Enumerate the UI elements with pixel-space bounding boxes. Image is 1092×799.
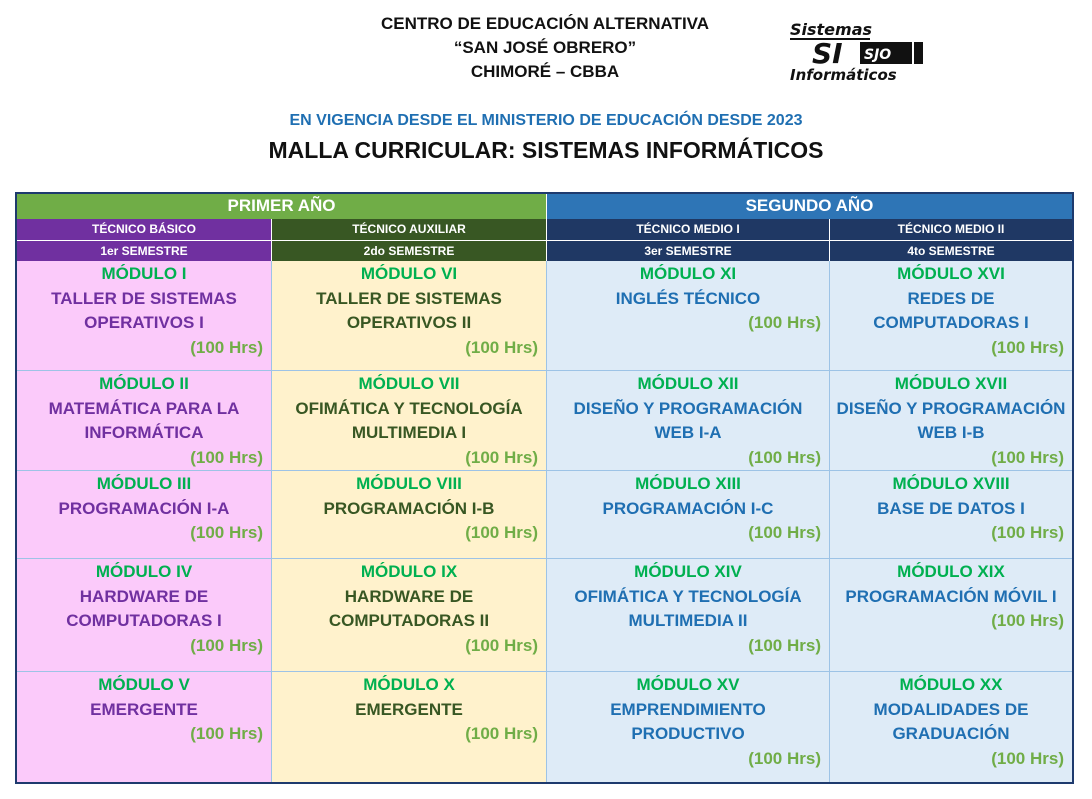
- logo-badge-text: SJO: [864, 47, 892, 63]
- module-subject: OFIMÁTICA Y TECNOLOGÍA: [295, 398, 523, 418]
- module-name: MÓDULO VI: [360, 264, 458, 283]
- module-subject: PRODUCTIVO: [631, 724, 745, 743]
- module-subject: DISEÑO Y PROGRAMACIÓN: [836, 398, 1066, 418]
- module-name: MÓDULO XX: [899, 675, 1003, 694]
- module-hours: (100 Hrs): [465, 337, 538, 357]
- year-header-2: SEGUNDO AÑO: [547, 194, 1072, 219]
- module-cell: [547, 261, 830, 371]
- curriculum-grid: [15, 192, 1074, 784]
- module-cell: [272, 559, 547, 672]
- module-subject: REDES DE: [907, 288, 995, 308]
- module-cell: [547, 559, 830, 672]
- module-subject: COMPUTADORAS I: [66, 611, 222, 630]
- module-name: MÓDULO VIII: [356, 474, 462, 493]
- module-cell: [830, 371, 1072, 471]
- module-subject: EMERGENTE: [355, 699, 463, 719]
- module-name: MÓDULO III: [96, 474, 192, 493]
- semester-4: 4to SEMESTRE: [830, 240, 1072, 261]
- module-subject: OFIMÁTICA Y TECNOLOGÍA: [574, 586, 802, 606]
- semester-3: 3er SEMESTRE: [547, 240, 830, 261]
- module-subject: EMERGENTE: [90, 699, 198, 719]
- level-1: TÉCNICO BÁSICO: [17, 219, 272, 240]
- module-subject: MODALIDADES DE: [873, 699, 1029, 719]
- module-hours: (100 Hrs): [991, 447, 1064, 467]
- module-name: MÓDULO XVII: [894, 374, 1008, 393]
- module-name: MÓDULO XV: [636, 675, 740, 694]
- page-title: MALLA CURRICULAR: SISTEMAS INFORMÁTICOS: [268, 137, 824, 163]
- module-subject: TALLER DE SISTEMAS: [316, 288, 502, 308]
- module-hours: (100 Hrs): [991, 523, 1064, 542]
- module-cell: [272, 261, 547, 371]
- level-2: TÉCNICO AUXILIAR: [272, 219, 547, 240]
- module-subject: INFORMÁTICA: [84, 423, 204, 442]
- module-subject: MULTIMEDIA I: [351, 423, 467, 442]
- module-name: MÓDULO XI: [639, 264, 737, 283]
- module-name: MÓDULO II: [99, 374, 189, 393]
- module-hours: (100 Hrs): [190, 447, 263, 467]
- module-cell: [830, 672, 1072, 782]
- module-subject: HARDWARE DE: [79, 586, 209, 606]
- logo-letters: SI: [812, 37, 843, 70]
- module-hours: (100 Hrs): [748, 523, 821, 542]
- module-cell: [17, 559, 272, 672]
- module-subject: WEB I-B: [917, 423, 985, 442]
- module-hours: (100 Hrs): [190, 724, 263, 743]
- module-cell: [547, 471, 830, 559]
- module-hours: (100 Hrs): [190, 337, 263, 357]
- logo-plug: [914, 42, 923, 64]
- module-name: MÓDULO V: [98, 675, 190, 694]
- module-hours: (100 Hrs): [991, 611, 1064, 630]
- module-subject: DISEÑO Y PROGRAMACIÓN: [573, 398, 803, 418]
- module-cell: [17, 672, 272, 782]
- semester-2: 2do SEMESTRE: [272, 240, 547, 261]
- module-subject: MATEMÁTICA PARA LA: [48, 398, 240, 418]
- module-hours: (100 Hrs): [465, 635, 538, 655]
- module-subject: GRADUACIÓN: [892, 724, 1010, 743]
- module-cell: [830, 471, 1072, 559]
- module-subject: MULTIMEDIA II: [628, 611, 748, 630]
- module-subject: HARDWARE DE: [344, 586, 474, 606]
- year-header-1: PRIMER AÑO: [17, 194, 547, 219]
- module-hours: (100 Hrs): [465, 447, 538, 467]
- module-subject: TALLER DE SISTEMAS: [51, 288, 237, 308]
- school-location: CHIMORÉ – CBBA: [470, 62, 620, 81]
- module-cell: [272, 471, 547, 559]
- module-cell: [547, 371, 830, 471]
- module-hours: (100 Hrs): [748, 447, 821, 467]
- level-4: TÉCNICO MEDIO II: [830, 219, 1072, 240]
- module-subject: COMPUTADORAS II: [328, 611, 490, 630]
- module-name: MÓDULO IX: [360, 562, 458, 581]
- module-hours: (100 Hrs): [465, 523, 538, 542]
- module-cell: [17, 371, 272, 471]
- module-hours: (100 Hrs): [991, 337, 1064, 357]
- module-subject: OPERATIVOS I: [84, 313, 204, 332]
- module-cell: [17, 261, 272, 371]
- logo-text-top: Sistemas: [790, 20, 873, 39]
- school-subname: “SAN JOSÉ OBRERO”: [453, 38, 637, 57]
- module-hours: (100 Hrs): [748, 748, 821, 768]
- module-cell: [17, 471, 272, 559]
- module-subject: WEB I-A: [654, 423, 722, 442]
- module-name: MÓDULO VII: [358, 374, 460, 393]
- sistemas-informaticos-logo: [786, 18, 936, 86]
- module-name: MÓDULO X: [363, 675, 455, 694]
- module-subject: PROGRAMACIÓN I-C: [602, 498, 774, 518]
- module-subject: INGLÉS TÉCNICO: [615, 288, 761, 308]
- module-subject: PROGRAMACIÓN MÓVIL I: [845, 586, 1057, 606]
- module-cell: [830, 261, 1072, 371]
- logo-text-bottom: Informáticos: [790, 66, 897, 84]
- module-subject: PROGRAMACIÓN I-A: [58, 498, 230, 518]
- level-3: TÉCNICO MEDIO I: [547, 219, 830, 240]
- semester-1: 1er SEMESTRE: [17, 240, 272, 261]
- school-name: CENTRO DE EDUCACIÓN ALTERNATIVA: [380, 14, 710, 33]
- module-name: MÓDULO XIII: [635, 474, 741, 493]
- module-name: MÓDULO XII: [637, 374, 739, 393]
- module-hours: (100 Hrs): [748, 635, 821, 655]
- validity-note: EN VIGENCIA DESDE EL MINISTERIO DE EDUCACIÓN DESDE 2023: [289, 112, 803, 129]
- module-cell: [547, 672, 830, 782]
- module-name: MÓDULO XIV: [634, 562, 742, 581]
- module-subject: PROGRAMACIÓN I-B: [323, 498, 495, 518]
- module-name: MÓDULO XIX: [897, 562, 1005, 581]
- module-name: MÓDULO I: [101, 264, 187, 283]
- module-cell: [272, 371, 547, 471]
- module-name: MÓDULO IV: [95, 562, 193, 581]
- school-header: [330, 12, 760, 84]
- module-subject: OPERATIVOS II: [346, 313, 472, 332]
- module-subject: BASE DE DATOS I: [877, 498, 1025, 518]
- module-hours: (100 Hrs): [991, 748, 1064, 768]
- module-name: MÓDULO XVI: [897, 264, 1005, 283]
- module-hours: (100 Hrs): [190, 523, 263, 542]
- module-subject: COMPUTADORAS I: [873, 313, 1029, 332]
- module-name: MÓDULO XVIII: [892, 474, 1010, 493]
- module-subject: EMPRENDIMIENTO: [610, 699, 766, 719]
- module-cell: [830, 559, 1072, 672]
- module-hours: (100 Hrs): [190, 635, 263, 655]
- module-hours: (100 Hrs): [748, 313, 821, 332]
- module-cell: [272, 672, 547, 782]
- module-hours: (100 Hrs): [465, 724, 538, 743]
